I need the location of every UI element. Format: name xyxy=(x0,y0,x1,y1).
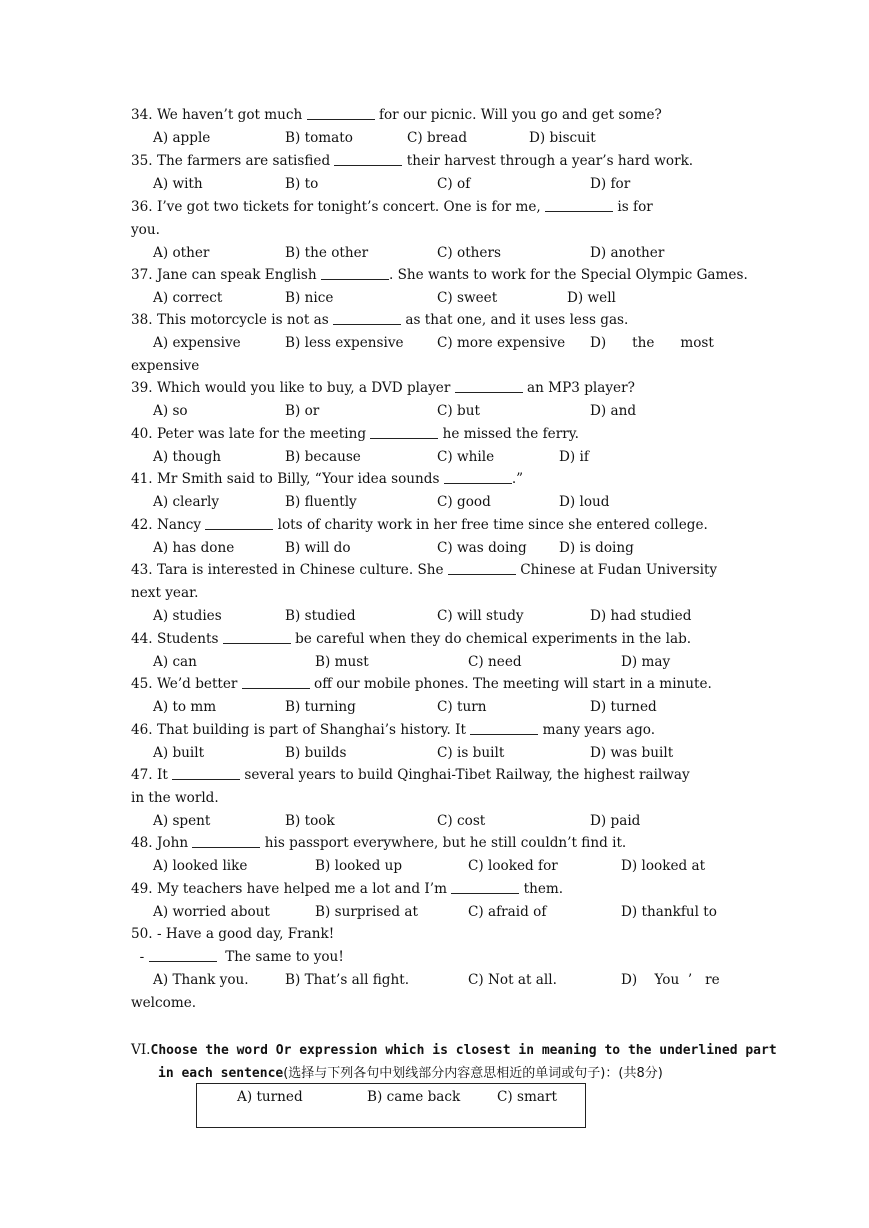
question-stem-line xyxy=(131,264,748,287)
stem-text: John xyxy=(152,835,193,851)
question-36 xyxy=(131,196,737,265)
stem-text: I’ve got two tickets for tonight’s concert. One is for me, xyxy=(152,199,546,215)
answer-option: C) need xyxy=(468,653,522,670)
answer-option: B) because xyxy=(285,448,361,465)
question-number: 39. xyxy=(131,380,153,396)
question-stem-line xyxy=(131,423,737,446)
answer-blank xyxy=(444,469,512,484)
question-number: 41. xyxy=(131,471,153,487)
stem-text: is for xyxy=(613,199,653,215)
answer-option: C) was doing xyxy=(437,539,527,556)
question-stem-line xyxy=(131,219,737,242)
stem-text: That building is part of Shanghai’s history. It xyxy=(152,722,471,738)
stem-text: Nancy xyxy=(152,517,206,533)
stem-text: The same to you! xyxy=(216,948,344,965)
stem-text: Mr Smith said to Billy, “Your idea sounds xyxy=(152,471,444,487)
option-wrap-line: welcome. xyxy=(131,994,197,1011)
question-number: 50. xyxy=(131,926,153,942)
options-row xyxy=(131,810,737,833)
question-stem-line xyxy=(131,878,737,901)
stem-text: - Have a good day, Frank! xyxy=(152,926,335,942)
answer-blank xyxy=(455,378,523,393)
answer-option: A) correct xyxy=(153,289,223,306)
answer-option: A) with xyxy=(153,175,203,192)
answer-option: D) was built xyxy=(590,744,674,761)
question-40 xyxy=(131,423,737,469)
options-row xyxy=(131,491,737,514)
stem-text: - xyxy=(131,948,149,965)
answer-blank xyxy=(223,629,291,644)
answer-option: D) biscuit xyxy=(529,129,596,146)
answer-option: B) turning xyxy=(285,698,356,715)
question-stem-line xyxy=(131,377,737,400)
answer-option: C) will study xyxy=(437,607,524,624)
stem-text: off our mobile phones. The meeting will start in a minute. xyxy=(309,676,712,692)
answer-option: C) while xyxy=(437,448,495,465)
question-number: 36. xyxy=(131,199,153,215)
options-row xyxy=(131,173,737,196)
answer-option: C) more expensive xyxy=(437,334,566,351)
question-stem-line xyxy=(131,719,737,742)
question-stem-line xyxy=(131,582,737,605)
answer-option: B) or xyxy=(285,402,320,419)
question-48 xyxy=(131,832,737,878)
answer-option: A) studies xyxy=(153,607,222,624)
question-34 xyxy=(131,104,737,150)
options-row xyxy=(131,446,737,469)
options-row xyxy=(131,901,737,924)
answer-blank xyxy=(370,424,438,439)
stem-text: Which would you like to buy, a DVD player xyxy=(152,380,455,396)
answer-blank xyxy=(242,674,310,689)
options-row xyxy=(131,969,737,992)
question-number: 45. xyxy=(131,676,153,692)
question-46 xyxy=(131,719,737,765)
answer-option: B) nice xyxy=(285,289,334,306)
answer-option: D) the most xyxy=(590,334,714,351)
question-47 xyxy=(131,764,737,833)
stem-text: them. xyxy=(519,881,564,897)
stem-text: Peter was late for the meeting xyxy=(152,426,371,442)
answer-option: B) the other xyxy=(285,244,369,261)
question-44 xyxy=(131,628,737,674)
answer-option: D) if xyxy=(559,448,589,465)
options-row xyxy=(131,855,737,878)
question-38 xyxy=(131,309,737,378)
answer-option: B) must xyxy=(315,653,369,670)
answer-blank xyxy=(172,765,240,780)
section-title-line1: Choose the word Or expression which is closest in meaning to the underlined part xyxy=(150,1043,777,1058)
answer-blank xyxy=(321,265,389,280)
stem-text: The farmers are satisfied xyxy=(152,153,335,169)
stem-text: his passport everywhere, but he still couldn’t find it. xyxy=(260,835,627,851)
answer-blank xyxy=(205,515,273,530)
answer-option: B) less expensive xyxy=(285,334,404,351)
options-row xyxy=(131,332,737,355)
question-43 xyxy=(131,559,737,628)
answer-option: A) worried about xyxy=(153,903,270,920)
answer-option: C) of xyxy=(437,175,471,192)
answer-option: C) bread xyxy=(407,129,468,146)
question-number: 49. xyxy=(131,881,153,897)
answer-option: B) That’s all fight. xyxy=(285,971,410,988)
stem-text: It xyxy=(152,767,173,783)
answer-option: A) to mm xyxy=(153,698,217,715)
stem-text: We haven’t got much xyxy=(152,107,307,123)
stem-text: be careful when they do chemical experiments in the lab. xyxy=(290,631,692,647)
stem-text: Tara is interested in Chinese culture. She xyxy=(152,562,448,578)
stem-text: you. xyxy=(131,221,160,238)
question-stem-line xyxy=(131,309,737,332)
question-number: 47. xyxy=(131,767,153,783)
answer-option: C) sweet xyxy=(437,289,498,306)
answer-option: A) expensive xyxy=(153,334,241,351)
answer-option: A) has done xyxy=(153,539,235,556)
options-row xyxy=(131,605,737,628)
answer-blank xyxy=(149,947,217,962)
answer-option: C) but xyxy=(437,402,480,419)
answer-option: A) apple xyxy=(153,129,211,146)
stem-text: as that one, and it uses less gas. xyxy=(401,312,629,328)
answer-blank xyxy=(448,560,516,575)
stem-text: Jane can speak English xyxy=(152,267,321,283)
question-number: 42. xyxy=(131,517,153,533)
question-number: 44. xyxy=(131,631,153,647)
question-number: 48. xyxy=(131,835,153,851)
section-number: VI. xyxy=(131,1042,151,1058)
section-title-chinese: (选择与下列各句中划线部分内容意思相近的单词或句子)：(共8分) xyxy=(283,1065,663,1081)
stem-text: .” xyxy=(511,471,524,487)
stem-text: This motorcycle is not as xyxy=(152,312,334,328)
question-35 xyxy=(131,150,737,196)
word-options-box xyxy=(196,1083,586,1128)
stem-text: My teachers have helped me a lot and I’m xyxy=(152,881,452,897)
question-45 xyxy=(131,673,737,719)
answer-option: B) surprised at xyxy=(315,903,419,920)
stem-text: several years to build Qinghai-Tibet Railway, the highest railway xyxy=(240,767,690,783)
stem-text: for our picnic. Will you go and get some? xyxy=(374,107,662,123)
answer-blank xyxy=(545,197,613,212)
answer-option: A) can xyxy=(153,653,197,670)
answer-option: B) took xyxy=(285,812,335,829)
stem-text: Students xyxy=(152,631,223,647)
stem-text: next year. xyxy=(131,584,199,601)
question-stem-line xyxy=(131,196,737,219)
question-number: 40. xyxy=(131,426,153,442)
answer-option: D) another xyxy=(590,244,665,261)
question-number: 46. xyxy=(131,722,153,738)
stem-text: an MP3 player? xyxy=(522,380,635,396)
answer-option: C) afraid of xyxy=(468,903,547,920)
question-stem-line xyxy=(131,923,737,946)
question-41 xyxy=(131,468,737,514)
options-row xyxy=(131,242,737,265)
answer-blank xyxy=(192,833,260,848)
question-number: 43. xyxy=(131,562,153,578)
options-row xyxy=(131,696,737,719)
answer-option: A) clearly xyxy=(153,493,220,510)
option-wrap-line: expensive xyxy=(131,357,200,374)
answer-option: D) and xyxy=(590,402,637,419)
answer-option: C) looked for xyxy=(468,857,558,874)
stem-text: he missed the ferry. xyxy=(438,426,579,442)
box-option: A) turned xyxy=(237,1089,303,1105)
answer-blank xyxy=(333,310,401,325)
answer-option: C) Not at all. xyxy=(468,971,557,988)
stem-text: lots of charity work in her free time since she entered college. xyxy=(273,517,708,533)
question-39 xyxy=(131,377,737,423)
question-42 xyxy=(131,514,737,560)
options-row xyxy=(131,287,737,310)
answer-option: A) though xyxy=(153,448,222,465)
answer-option: D) is doing xyxy=(559,539,634,556)
options-row xyxy=(131,127,737,150)
section-vi-heading xyxy=(131,1039,777,1085)
answer-blank xyxy=(451,879,519,894)
stem-text: their harvest through a year’s hard work. xyxy=(402,153,694,169)
question-stem-line xyxy=(131,150,737,173)
answer-option: D) well xyxy=(567,289,616,306)
answer-option: B) to xyxy=(285,175,319,192)
section-title-line2: in each sentence xyxy=(158,1065,284,1081)
box-option: C) smart xyxy=(497,1089,557,1105)
stem-text: many years ago. xyxy=(538,722,656,738)
answer-option: D) turned xyxy=(590,698,657,715)
question-stem-line xyxy=(131,514,737,537)
answer-option: C) cost xyxy=(437,812,486,829)
answer-blank xyxy=(307,105,375,120)
question-stem-line xyxy=(131,787,737,810)
answer-option: A) spent xyxy=(153,812,211,829)
answer-blank xyxy=(334,151,402,166)
stem-text: Chinese at Fudan University xyxy=(515,562,718,578)
answer-option: C) others xyxy=(437,244,501,261)
answer-option: A) so xyxy=(153,402,188,419)
options-row xyxy=(131,537,737,560)
question-stem-line xyxy=(131,764,737,787)
answer-option: C) good xyxy=(437,493,491,510)
answer-option: B) tomato xyxy=(285,129,353,146)
answer-option: C) is built xyxy=(437,744,505,761)
answer-option: A) Thank you. xyxy=(153,971,249,988)
answer-option: A) other xyxy=(153,244,210,261)
answer-option: A) looked like xyxy=(153,857,248,874)
question-number: 34. xyxy=(131,107,153,123)
answer-option: D) may xyxy=(621,653,671,670)
answer-blank xyxy=(470,720,538,735)
answer-option: D) thankful to xyxy=(621,903,717,920)
answer-option: D) paid xyxy=(590,812,641,829)
options-row xyxy=(131,400,737,423)
answer-option: C) turn xyxy=(437,698,487,715)
question-number: 38. xyxy=(131,312,153,328)
question-stem-line xyxy=(131,104,737,127)
answer-option: B) builds xyxy=(285,744,347,761)
answer-option: B) studied xyxy=(285,607,356,624)
answer-option: B) fluently xyxy=(285,493,357,510)
question-stem-line xyxy=(131,628,737,651)
answer-option: D) loud xyxy=(559,493,610,510)
question-number: 35. xyxy=(131,153,153,169)
answer-option: D) looked at xyxy=(621,857,706,874)
question-stem-line xyxy=(131,832,737,855)
question-stem-line xyxy=(131,468,737,491)
options-row xyxy=(131,742,737,765)
answer-option: D) You ’ re xyxy=(621,971,720,988)
answer-option: B) looked up xyxy=(315,857,403,874)
question-number: 37. xyxy=(131,267,153,283)
answer-option: B) will do xyxy=(285,539,351,556)
question-stem-line xyxy=(131,559,737,582)
stem-text: . She wants to work for the Special Olympic Games. xyxy=(388,267,748,283)
box-option: B) came back xyxy=(367,1089,461,1105)
question-49 xyxy=(131,878,737,924)
question-stem-line xyxy=(131,946,737,969)
question-37 xyxy=(131,264,748,310)
stem-text: in the world. xyxy=(131,789,219,806)
question-50 xyxy=(131,923,737,1014)
answer-option: D) for xyxy=(590,175,631,192)
stem-text: We’d better xyxy=(152,676,242,692)
answer-option: A) built xyxy=(153,744,205,761)
options-row xyxy=(131,651,737,674)
answer-option: D) had studied xyxy=(590,607,692,624)
question-stem-line xyxy=(131,673,737,696)
